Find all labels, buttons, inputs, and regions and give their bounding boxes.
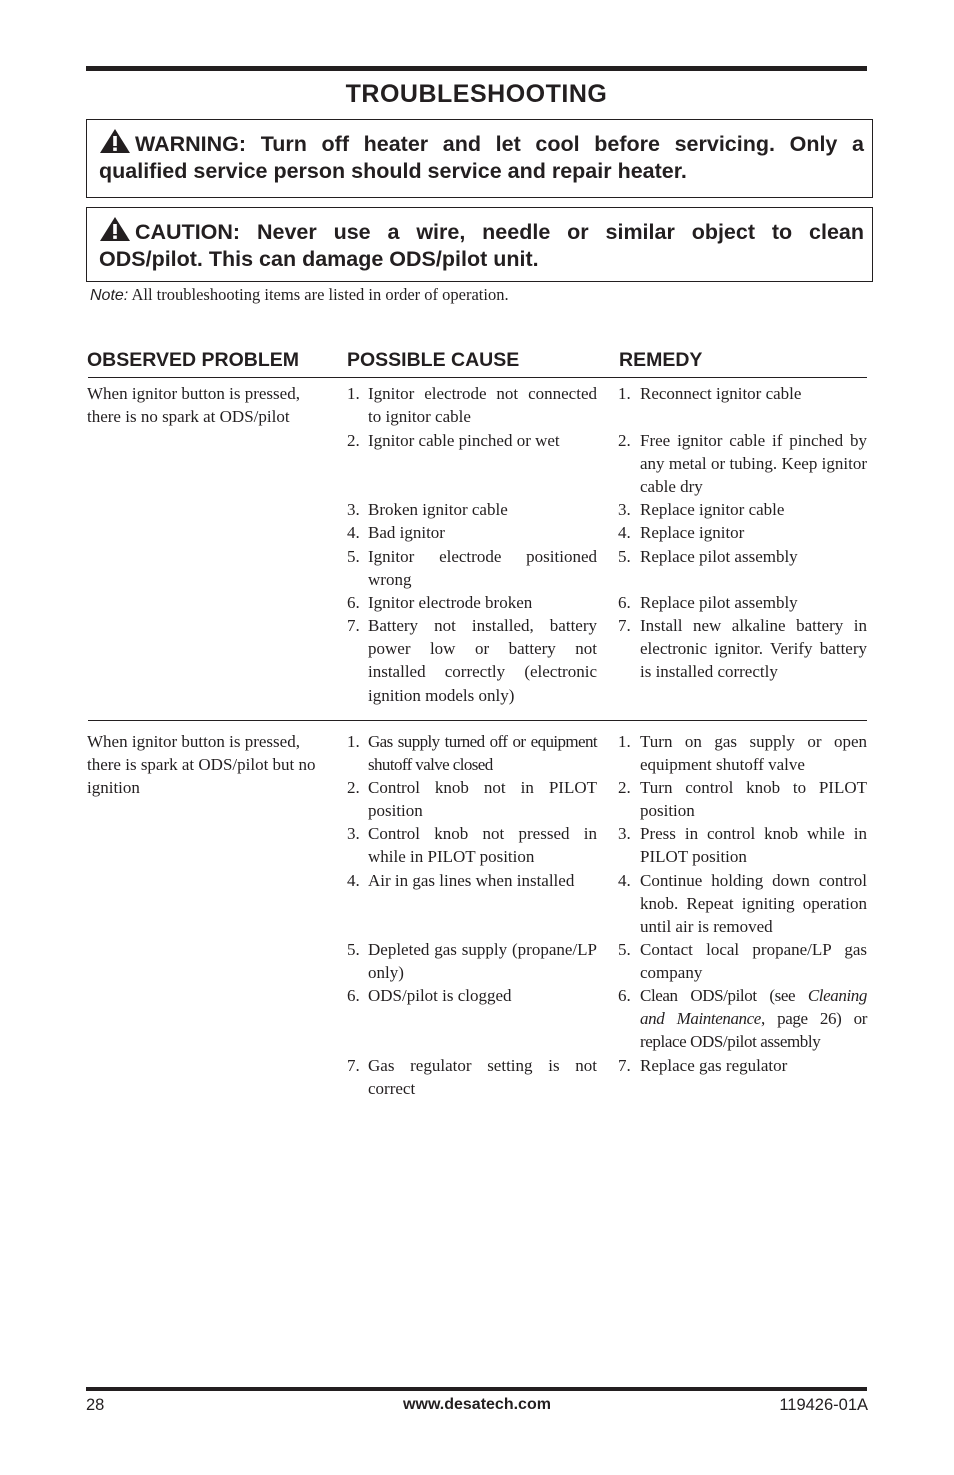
remedy-item: 6. Replace pilot assembly	[618, 593, 798, 612]
remedy-item: 3. Press in control knob while in PILOT position	[618, 824, 867, 867]
remedy-item: 6. Clean ODS/pilot (see Cleaning and Maintenance, page 26) or replace ODS/pilot assembly	[618, 986, 868, 1052]
cause-item: 7. Gas regulator setting is not correct	[347, 1056, 597, 1099]
cause-item: 4. Bad ignitor	[347, 523, 445, 542]
cause-item: 2. Ignitor cable pinched or wet	[347, 431, 560, 450]
top-rule	[86, 66, 867, 71]
page-title: TROUBLESHOOTING	[345, 80, 608, 108]
caution-text: CAUTION: Never use a wire, needle or similar object to clean ODS/pilot. This can damage ODS/pilot unit.	[99, 220, 864, 271]
remedy-item: 2. Turn control knob to PILOT position	[618, 778, 867, 821]
note	[90, 285, 509, 305]
doc-number: 119426-01A	[779, 1396, 868, 1414]
warning-triangle-icon	[99, 216, 131, 242]
remedy-item: 2. Free ignitor cable if pinched by any metal or tubing. Keep ignitor cable dry	[618, 431, 867, 497]
cause-item: 3. Broken ignitor cable	[347, 500, 508, 519]
remedy-item: 7. Install new alkaline battery in electronic ignitor. Verify battery is installed correctly	[618, 616, 867, 682]
bottom-rule	[86, 1387, 867, 1391]
note-text: All troubleshooting items are listed in order of operation.	[128, 285, 509, 304]
page-number: 28	[86, 1396, 105, 1414]
cause-item: 4. Air in gas lines when installed	[347, 871, 575, 890]
cause-item: 7. Battery not installed, battery power low or battery not installed correctly (electronic ignition models only)	[347, 616, 597, 705]
warning-triangle-icon	[99, 128, 131, 154]
problem-2: When ignitor button is pressed, there is spark at ODS/pilot but no ignition	[87, 732, 316, 798]
remedy-item: 3. Replace ignitor cable	[618, 500, 785, 519]
caution-callout	[86, 207, 873, 282]
remedy-item: 4. Replace ignitor	[618, 523, 745, 542]
cause-item: 6. ODS/pilot is clogged	[347, 986, 512, 1005]
header-rule	[88, 377, 867, 378]
remedy-item: 5. Replace pilot assembly	[618, 547, 798, 566]
cause-item: 6. Ignitor electrode broken	[347, 593, 533, 612]
cause-item: 1. Gas supply turned off or equipment shutoff valve closed	[347, 732, 597, 775]
header-observed-problem: OBSERVED PROBLEM	[87, 349, 300, 371]
website-link[interactable]: www.desatech.com	[403, 1396, 551, 1413]
cause-item: 2. Control knob not in PILOT position	[347, 778, 597, 821]
cause-item: 1. Ignitor electrode not connected to ignitor cable	[347, 384, 597, 427]
problem-1: When ignitor button is pressed, there is no spark at ODS/pilot	[87, 384, 300, 427]
cause-item: 5. Ignitor electrode positioned wrong	[347, 547, 597, 590]
header-possible-cause: POSSIBLE CAUSE	[347, 349, 520, 371]
header-remedy: REMEDY	[619, 349, 703, 371]
remedy-item: 5. Contact local propane/LP gas company	[618, 940, 867, 983]
remedy-item: 7. Replace gas regulator	[618, 1056, 788, 1075]
section-rule	[88, 720, 867, 721]
note-label: Note:	[90, 287, 129, 304]
remedy-item: 4. Continue holding down control knob. Repeat igniting operation until air is removed	[618, 871, 867, 937]
cross-reference: Cleaning and Maintenance	[640, 986, 867, 1029]
warning-callout	[86, 119, 873, 198]
cause-item: 5. Depleted gas supply (propane/LP only)	[347, 940, 597, 983]
warning-text: WARNING: Turn off heater and let cool before servicing. Only a qualified service person should service and repair heater.	[99, 132, 864, 183]
remedy-item: 1. Turn on gas supply or open equipment shutoff valve	[618, 732, 867, 775]
remedy-item: 1. Reconnect ignitor cable	[618, 384, 802, 403]
cause-item: 3. Control knob not pressed in while in PILOT position	[347, 824, 597, 867]
